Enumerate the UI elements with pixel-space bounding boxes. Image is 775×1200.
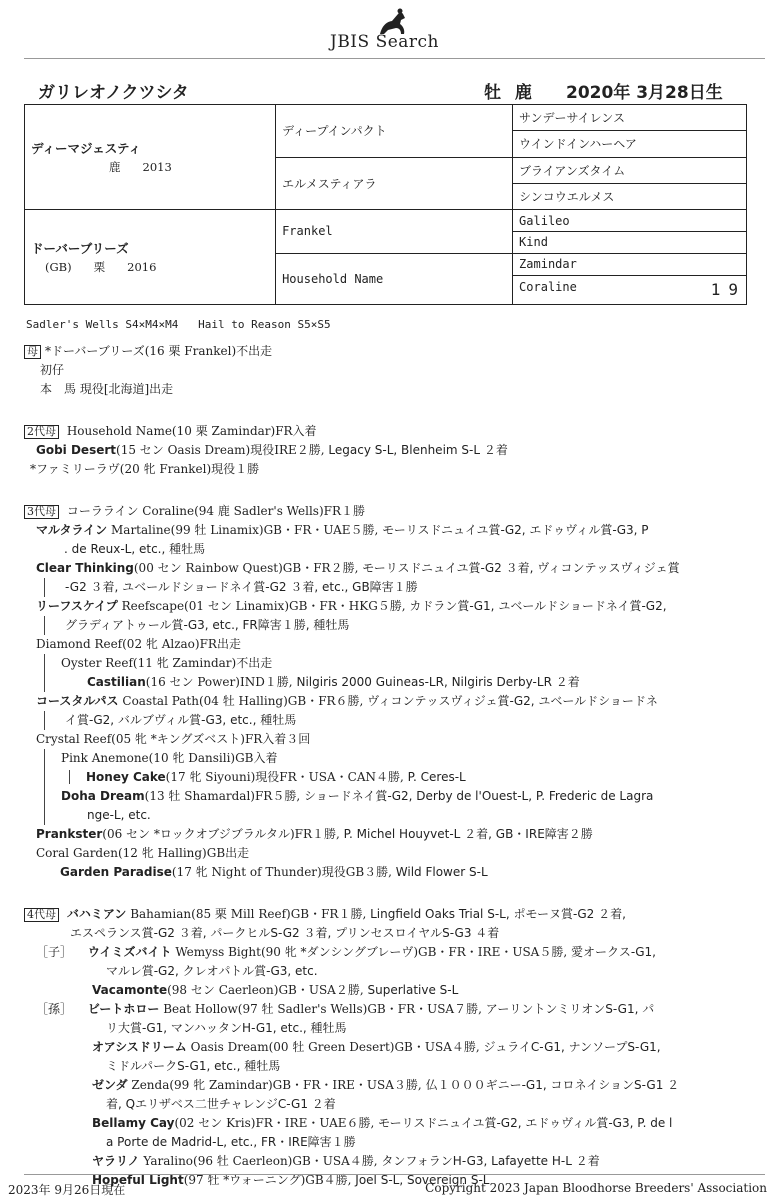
g4-line-7: リ大賞-G1, マンハッタンH-G1, etc., 種牡馬 — [106, 1021, 347, 1035]
g3-line-4: Clear Thinking(00 セン Rainbow Quest)GB・FR２勝, モーリスドニュイユ賞-G2 ３着, ヴィコンテッスヴィジェ賞 — [36, 561, 680, 575]
pedigree-sire — [25, 105, 276, 210]
g3-line-18: Prankster(06 セン *ロックオブジブラルタル)FR１勝, P. Michel Houyvet-L ２着, GB・IRE障害２勝 — [36, 827, 593, 841]
horse-name: ガリレオノクツシタ — [38, 83, 189, 103]
horse-birth-date: 2020年 3月28日生 — [566, 83, 723, 103]
oasis-dream-link[interactable]: オアシスドリーム — [92, 1040, 187, 1054]
pedigree-dd[interactable]: Household Name — [276, 253, 513, 304]
dam-origin: (GB) — [45, 260, 72, 275]
g2-line-1: 2代母 Household Name(10 栗 Zamindar)FR入着 — [24, 422, 749, 441]
dam-line-2: 初仔 — [40, 363, 65, 377]
g3-line-15: Honey Cake(17 牝 Siyouni)現役FR・USA・CAN４勝, P. Ceres-L — [44, 768, 749, 787]
g4-line-4: マルレ賞-G2, クレオパトル賞-G3, etc. — [106, 964, 318, 978]
header-divider — [24, 58, 765, 59]
logo-text: JBIS Search — [330, 32, 440, 52]
g3-line-19: Coral Garden(12 牝 Halling)GB出走 — [36, 846, 250, 860]
dam-line-3: 本 馬 現役[北海道]出走 — [40, 382, 174, 396]
pedigree-dds[interactable]: Zamindar — [513, 253, 747, 275]
g3-line-10: Castilian(16 セン Power)IND１勝, Nilgiris 2000 Guineas-LR, Nilgiris Derby-LR ２着 — [44, 673, 749, 692]
dam-color: 栗 — [93, 260, 106, 275]
pedigree-sss[interactable]: サンデーサイレンス — [513, 105, 747, 131]
horse-sex-color: 牡 鹿 — [484, 83, 532, 103]
g3-line-5: -G2 ３着, ユベールドショードネイ賞-G2 ３着, etc., GB障害１勝 — [44, 578, 749, 597]
footer-divider — [24, 1174, 765, 1175]
g2-label: 2代母 — [24, 425, 59, 439]
g4-line-6: ［孫］ ビートホロー Beat Hollow(97 牡 Sadler's Wells)GB・FR・USA７勝, アーリントンミリオンS-G1, パ — [36, 1002, 655, 1016]
g2-line-2: Gobi Desert(15 セン Oasis Dream)現役IRE２勝, Legacy S-L, Blenheim S-L ２着 — [36, 443, 508, 457]
g4-line-14: ヤラリノ Yaralino(96 牡 Caerleon)GB・USA４勝, タンフォランH-G3, Lafayette H-L ２着 — [92, 1154, 600, 1168]
pedigree-ddd-name[interactable]: Coraline — [519, 280, 577, 295]
g3-line-7: グラディアトゥール賞-G3, etc., FR障害１勝, 種牡馬 — [44, 616, 749, 635]
footer-date: 2023年 9月26日現在 — [8, 1183, 126, 1197]
g4-line-8: オアシスドリーム Oasis Dream(00 牡 Green Desert)GB・USA４勝, ジュライC-G1, ナンソープS-G1, — [92, 1040, 661, 1054]
g3-line-9: Oyster Reef(11 牝 Zamindar)不出走 — [44, 654, 749, 673]
g3-line-8: Diamond Reef(02 牝 Alzao)FR出走 — [36, 637, 241, 651]
pedigree-dss[interactable]: Galileo — [513, 210, 747, 232]
pedigree-count: 19 — [710, 280, 746, 300]
castilian-link[interactable]: Castilian — [87, 675, 146, 689]
g3-line-2: マルタライン Martaline(99 牡 Linamix)GB・FR・UAE５勝, モーリスドニュイユ賞-G2, エドゥヴィル賞-G3, P — [36, 523, 649, 537]
pedigree-dsd[interactable]: Kind — [513, 231, 747, 253]
martaline-link[interactable]: マルタライン — [36, 523, 108, 537]
dam-year: 2016 — [127, 260, 157, 275]
g3-line-11: コースタルパス Coastal Path(04 牡 Halling)GB・FR６勝, ヴィコンテッスヴィジェ賞-G2, ユベールドショードネ — [36, 694, 658, 708]
pedigree-ss[interactable]: ディープインパクト — [276, 105, 513, 158]
beat-hollow-link[interactable]: ビートホロー — [87, 1002, 160, 1016]
g3-line-13: Crystal Reef(05 牝 *キングズベスト)FR入着３回 — [36, 732, 311, 746]
g3-line-3: . de Reux-L, etc., 種牡馬 — [64, 542, 206, 556]
honey-cake-link[interactable]: Honey Cake — [86, 770, 166, 784]
g4-line-1: 4代母 バハミアン Bahamian(85 栗 Mill Reef)GB・FR１勝, Lingfield Oaks Trial S-L, ポモーヌ賞-G2 ２着, — [24, 905, 749, 924]
pedigree-table — [24, 104, 747, 305]
g3-line-17: nge-L, etc. — [44, 806, 749, 825]
doha-dream-link[interactable]: Doha Dream — [61, 789, 145, 803]
g4-line-15: Hopeful Light(97 牡 *ウォーニング)GB４勝, Joel S-L, Sovereign S-L — [92, 1173, 490, 1187]
g3-label: 3代母 — [24, 505, 59, 519]
g3-line-12: イ賞-G2, バルブヴィル賞-G3, etc., 種牡馬 — [44, 711, 749, 730]
g4-line-11: 着, Qエリザベス二世チャレンジC-G1 ２着 — [106, 1097, 336, 1111]
g3-line-20: Garden Paradise(17 牝 Night of Thunder)現役GB３勝, Wild Flower S-L — [60, 865, 488, 879]
sire-year: 2013 — [142, 160, 172, 175]
pedigree-ds[interactable]: Frankel — [276, 210, 513, 254]
dam-line: 母 *ドーバーブリーズ(16 栗 Frankel)不出走 — [24, 342, 749, 361]
gobi-desert-link[interactable]: Gobi Desert — [36, 443, 117, 457]
yaralino-link[interactable]: ヤラリノ — [92, 1154, 140, 1168]
g3-line-16: Doha Dream(13 牡 Shamardal)FR５勝, ショードネイ賞-G2, Derby de l'Ouest-L, P. Frederic de Lagra — [44, 787, 749, 806]
bahamian-link[interactable]: バハミアン — [66, 907, 127, 921]
pedigree-sd[interactable]: エルメスティアラ — [276, 157, 513, 210]
g4-line-13: a Porte de Madrid-L, etc., FR・IRE障害１勝 — [106, 1135, 356, 1149]
wemyss-bight-link[interactable]: ウイミズバイト — [87, 945, 172, 959]
g3-line-6: リーフスケイプ Reefscape(01 セン Linamix)GB・FR・HKG５勝, カドラン賞-G1, ユベールドショードネイ賞-G2, — [36, 599, 667, 613]
g2-line-3: *ファミリーラヴ(20 牝 Frankel)現役１勝 — [30, 462, 260, 476]
prankster-link[interactable]: Prankster — [36, 827, 103, 841]
pedigree-dam — [25, 210, 276, 305]
g3-line-14: Pink Anemone(10 牝 Dansili)GB入着 — [44, 749, 749, 768]
g4-child-tag: ［子］ — [36, 945, 73, 959]
jbis-logo[interactable] — [330, 8, 460, 54]
g4-line-10: ゼンダ Zenda(99 牝 Zamindar)GB・FR・IRE・USA３勝, 仏１０００ギニー-G1, コロネイションS-G1 ２ — [92, 1078, 680, 1092]
inbreeding-line: Sadler's Wells S4×M4×M4 Hail to Reason S5×S5 — [26, 318, 331, 331]
zenda-link[interactable]: ゼンダ — [92, 1078, 128, 1092]
dam-name[interactable]: ドーバーブリーズ — [31, 241, 129, 257]
clear-thinking-link[interactable]: Clear Thinking — [36, 561, 134, 575]
vacamonte-link[interactable]: Vacamonte — [92, 983, 168, 997]
g4-line-2: エスペランス賞-G2 ３着, パークヒルS-G2 ３着, プリンセスロイヤルS-G3 ４着 — [70, 926, 500, 940]
sire-name[interactable]: ディーマジェスティ — [31, 141, 142, 157]
sire-color: 鹿 — [109, 160, 121, 175]
pedigree-ssd[interactable]: ウインドインハーヘア — [513, 131, 747, 157]
hopeful-light-link[interactable]: Hopeful Light — [92, 1173, 184, 1187]
family-section — [24, 342, 749, 1190]
bellamy-cay-link[interactable]: Bellamy Cay — [92, 1116, 175, 1130]
g4-line-3: ［子］ ウイミズバイト Wemyss Bight(90 牝 *ダンシングブレーヴ)GB・FR・IRE・USA５勝, 愛オークス-G1, — [36, 945, 656, 959]
g4-line-9: ミドルパークS-G1, etc., 種牡馬 — [106, 1059, 281, 1073]
dam-label: 母 — [24, 345, 41, 359]
footer-copyright: Copyright 2023 Japan Bloodhorse Breeders' Association — [425, 1181, 767, 1195]
pedigree-sdd[interactable]: シンコウエルメス — [513, 183, 747, 209]
g4-line-12: Bellamy Cay(02 セン Kris)FR・IRE・UAE６勝, モーリスドニュイユ賞-G2, エドゥヴィル賞-G3, P. de l — [92, 1116, 673, 1130]
g4-grand-tag: ［孫］ — [36, 1002, 73, 1016]
g4-line-5: Vacamonte(98 セン Caerleon)GB・USA２勝, Superlative S-L — [92, 983, 459, 997]
reefscape-link[interactable]: リーフスケイプ — [36, 599, 118, 613]
pedigree-sds[interactable]: ブライアンズタイム — [513, 157, 747, 183]
g3-line-1: 3代母 コーラライン Coraline(94 鹿 Sadler's Wells)FR１勝 — [24, 502, 749, 521]
pedigree-ddd — [513, 275, 747, 304]
g4-label: 4代母 — [24, 908, 59, 922]
coastal-path-link[interactable]: コースタルパス — [36, 694, 119, 708]
garden-paradise-link[interactable]: Garden Paradise — [60, 865, 172, 879]
